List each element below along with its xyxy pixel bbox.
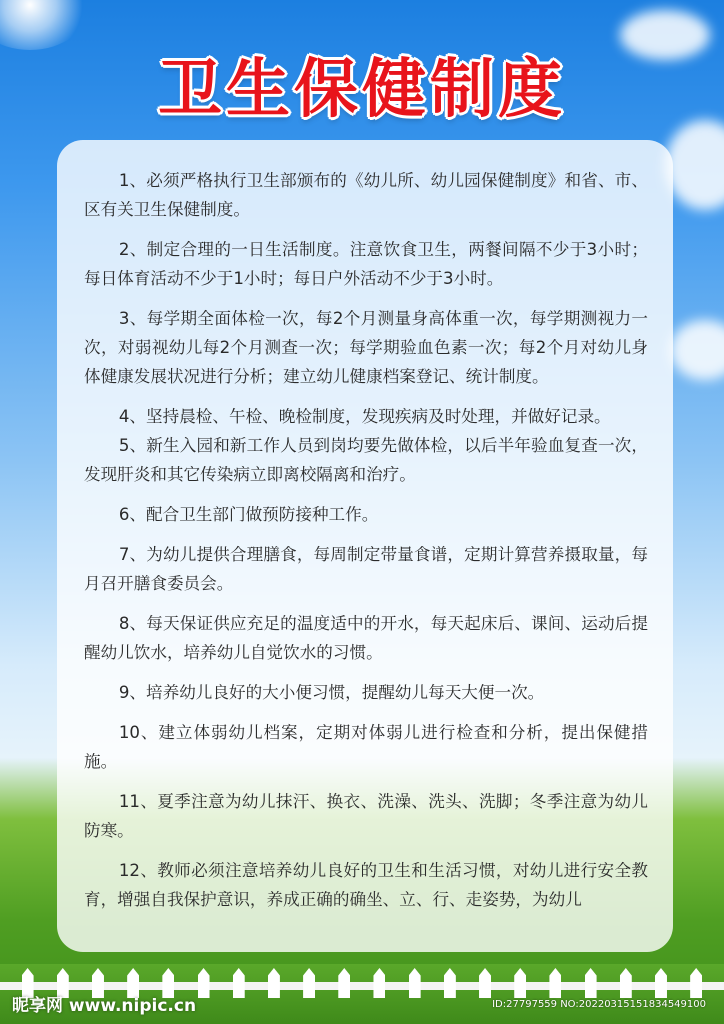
rule-3: 3、每学期全面体检一次，每2个月测量身高体重一次，每学期测视力一次，对弱视幼儿每2个月测查一次；每学期验血色素一次；每2个月对幼儿身体健康发展状况进行分析；建立幼儿健康档案登记、统计制度。	[84, 309, 648, 386]
rule-9: 9、培养幼儿良好的大小便习惯，提醒幼儿每天大便一次。	[118, 683, 545, 702]
image-id: ID:27797559 NO:20220315151834549100	[492, 999, 706, 1010]
rule-8: 8、每天保证供应充足的温度适中的开水，每天起床后、课间、运动后提醒幼儿饮水，培养幼儿自觉饮水的习惯。	[84, 614, 648, 662]
rule-11: 11、夏季注意为幼儿抹汗、换衣、洗澡、洗头、洗脚；冬季注意为幼儿防寒。	[84, 792, 648, 840]
watermark: 昵享网 www.nipic.cn	[12, 996, 197, 1016]
cloud	[670, 320, 724, 380]
content-panel	[57, 140, 673, 952]
cloud	[665, 120, 724, 210]
rule-5: 5、新生入园和新工作人员到岗均要先做体检，以后半年验血复查一次，发现肝炎和其它传染病立即离校隔离和治疗。	[84, 436, 648, 484]
rule-1: 1、必须严格执行卫生部颁布的《幼儿所、幼儿园保健制度》和省、市、区有关卫生保健制度。	[84, 171, 648, 219]
rule-12: 12、教师必须注意培养幼儿良好的卫生和生活习惯，对幼儿进行安全教育，增强自我保护意识，养成正确的确坐、立、行、走姿势，为幼儿	[84, 861, 648, 909]
rule-7: 7、为幼儿提供合理膳食，每周制定带量食谱，定期计算营养摄取量，每月召开膳食委员会。	[84, 545, 648, 593]
rule-2: 2、制定合理的一日生活制度。注意饮食卫生，两餐间隔不少于3小时；每日体育活动不少于1小时；每日户外活动不少于3小时。	[84, 240, 648, 288]
poster-title: 卫生保健制度	[158, 53, 566, 127]
rule-4: 4、坚持晨检、午检、晚检制度，发现疾病及时处理，并做好记录。	[118, 407, 611, 426]
rule-10: 10、建立体弱幼儿档案，定期对体弱儿进行检查和分析，提出保健措施。	[84, 723, 648, 771]
rule-6: 6、配合卫生部门做预防接种工作。	[118, 505, 379, 524]
